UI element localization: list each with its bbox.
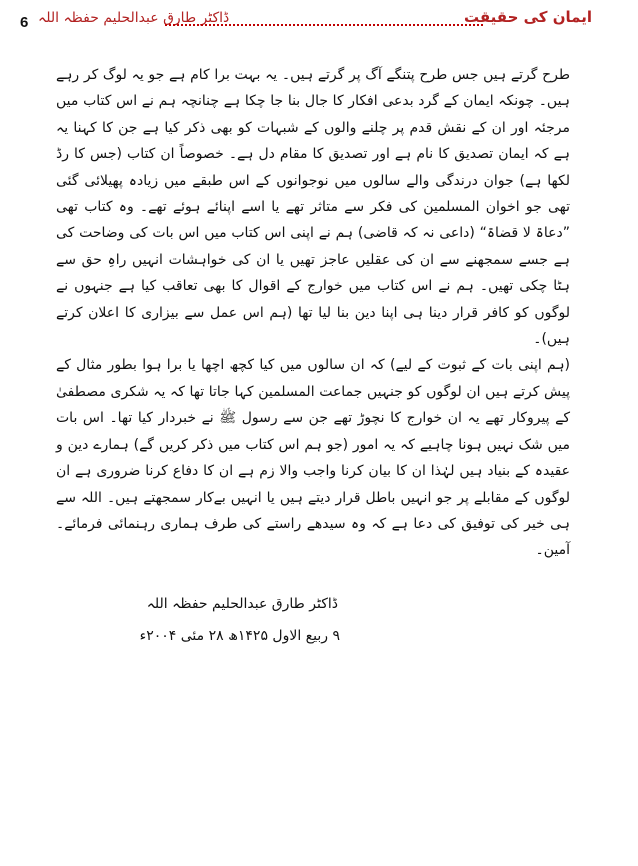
signature-date: ۹ ربیع الاول ۱۴۲۵ھ ۲۸ مئی ۲۰۰۴ء — [139, 628, 340, 644]
header-title: ایمان کی حقیقت — [463, 8, 592, 26]
paragraph-2: (ہم اپنی بات کے ثبوت کے لیے) کہ ان سالوں میں کیا کچھ اچھا یا برا ہوا بطور مثال کے پیش کرتے ہیں ان لوگوں کو جنہیں جماعت المسلمین کہا جاتا تھا کہ یہ شکری مصطفیٰ کے پیروکار تھے یہ ان خوارج کا نچوڑ تھے جن سے رسول ﷺ نے خبردار کیا تھا۔ اس بات میں شک نہیں ہونا چاہیے کہ یہ امور (جو ہم اس کتاب میں ذکر کریں گے) ہمارے دین و عقیدہ کے بنیاد ہیں لہٰذا ان کا بیان کرنا واجب والا زم ہے ان کا دفاع کرنا ضروری ہے ان لوگوں کے مقابلے پر جو انہیں باطل قرار دیتے ہیں یا انہیں بےکار سمجھتے ہیں۔ اللہ سے ہی خیر کی توفیق کی دعا ہے کہ وہ سیدھے راستے کی طرف ہماری رہنمائی فرمائے۔ آمین۔ — [56, 357, 570, 559]
page-number: 6 — [20, 14, 29, 31]
signature-name: ڈاکٹر طارق عبدالحلیم حفظہ اللہ — [146, 596, 338, 612]
paragraph-1: طرح گرتے ہیں جس طرح پتنگے آگ پر گرتے ہیں۔ یہ بہت برا کام ہے جو یہ لوگ کر رہے ہیں۔ چونکہ ایمان کے گرد بدعی افکار کا جال بنا جا چکا ہے چنانچہ ہم نے اس کتاب میں مرجئہ اور ان کے نقش قدم پر چلنے والوں کے شبہات کو بھی ذکر کیا ہے جن کا کہنا یہ ہے کہ ایمان تصدیق کا نام ہے اور تصدیق کا مقام دل ہے۔ خصوصاً ان کتاب (جس کا رڈ لکھا ہے) جوان درندگی والے سالوں میں نوجوانوں کے اس طبقے میں زیادہ پھیلائی گئی تھی جو اخوان المسلمین کی فکر سے متاثر تھے یا اسے اپنائے ہوئے تھے۔ وہ کتاب تھی ”دعاۃ لا قضاۃ“ (داعی نہ کہ قاضی) ہم نے اپنی اس کتاب میں اس بات کی وضاحت کی ہے جسے سمجھنے سے ان کی عقلیں عاجز تھیں یا ان کی خواہشات انہیں راہِ حق سے ہٹا چکی تھیں۔ ہم نے اس کتاب میں خوارج کے اقوال کا بھی تعاقب کیا ہے جنہوں نے لوگوں کو کافر قرار دینا ہی اپنا دین بنا لیا تھا (ہم اس عمل سے بیزاری کا اعلان کرتے ہیں)۔ — [56, 67, 571, 348]
header-author: ڈاکٹر طارق عبدالحلیم حفظہ اللہ — [38, 10, 230, 26]
header-dotted-leader — [165, 14, 483, 26]
page-header — [0, 0, 638, 40]
body-text — [56, 62, 570, 564]
